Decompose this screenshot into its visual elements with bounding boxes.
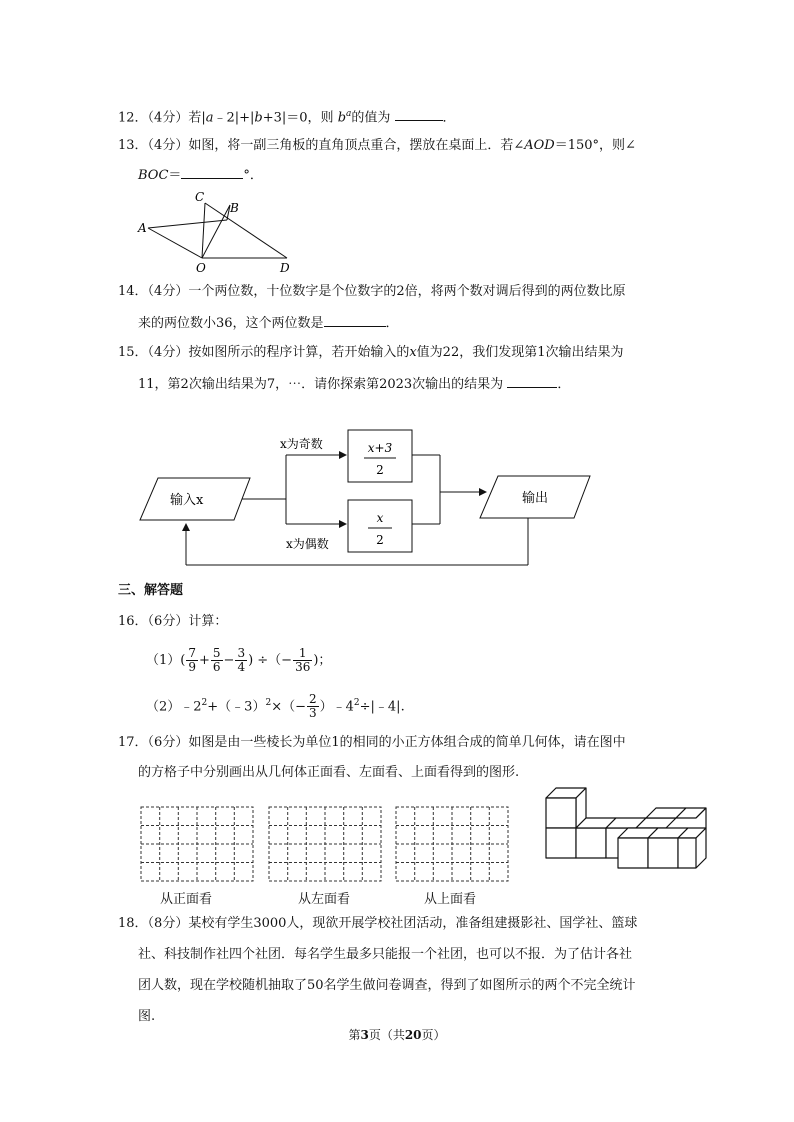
odd-branch-label: x为奇数 — [280, 437, 323, 451]
question-17-line1: 17．（6分）如图是由一些棱长为单位1的相同的小正方体组合成的简单几何体，请在图中 — [118, 735, 626, 750]
question-18-line1: 18．（8分）某校有学生3000人，现欲开展学校社团活动，准备组建摄影社、国学社、篮球 — [118, 916, 638, 931]
answer-blank[interactable] — [395, 108, 443, 121]
question-16-title: 16．（6分）计算： — [118, 614, 228, 629]
even-numerator: x — [376, 511, 384, 525]
question-17-line2: 的方格子中分别画出从几何体正面看、左面看、上面看得到的图形. — [138, 765, 520, 780]
answer-blank[interactable] — [507, 375, 557, 388]
grid-top-view[interactable] — [395, 806, 509, 882]
point-label-c: C — [195, 190, 205, 204]
answer-blank[interactable] — [324, 314, 386, 327]
page-footer: 第3页（共20页） — [348, 1028, 446, 1042]
program-flowchart — [130, 420, 670, 580]
question-13-line2: BOC＝ °． — [138, 168, 263, 183]
even-branch-label: x为偶数 — [286, 537, 329, 551]
question-16-part1: （1）( $\frac{7}{9}$ + $\frac{5}{6}$ − $\frac{3}{4}$ ) ÷（− $\frac{1}{36}$ )； — [146, 646, 332, 674]
question-14-line2: 来的两位数小36，这个两位数是 ． — [138, 316, 399, 331]
input-label: 输入x — [170, 493, 204, 508]
point-label-d: D — [280, 261, 290, 275]
grid-left-view[interactable] — [268, 806, 382, 882]
question-16-part2: $(2)﹣2^2+(﹣3)^2\times(-$ $\frac{2}{3}$ ）$﹣4^2\div|﹣4|$. — [146, 692, 405, 721]
cube-solid-diagram — [540, 784, 716, 884]
point-label-o: O — [196, 261, 206, 275]
odd-numerator: x+3 — [367, 441, 393, 455]
question-18-line2: 社、科技制作社四个社团．每名学生最多只能报一个社团，也可以不报．为了估计各社 — [138, 947, 633, 962]
question-12: 12．（4分）若|a﹣2|+|b+3|＝0，则 $b^a$的值为 ． — [118, 109, 456, 126]
odd-denominator: 2 — [376, 463, 384, 477]
point-label-b: B — [230, 201, 239, 215]
even-denominator: 2 — [376, 533, 384, 547]
question-15-line2: 11，第2次输出结果为7，⋯．请你探索第2023次输出的结果为 ． — [138, 377, 571, 392]
section-heading: 三、解答题 — [118, 583, 184, 598]
question-18-line4: 图. — [138, 1009, 156, 1024]
question-14-line1: 14．（4分）一个两位数，十位数字是个位数字的2倍，将两个数对调后得到的两位数比原 — [118, 284, 626, 299]
triangle-diagram — [132, 186, 302, 276]
grid-front-view[interactable] — [140, 806, 254, 882]
question-13-line1: 13．（4分）如图，将一副三角板的直角顶点重合，摆放在桌面上．若∠AOD＝150°，则∠ — [118, 138, 636, 153]
caption-front-view: 从正面看 — [160, 892, 213, 907]
output-label: 输出 — [521, 491, 549, 506]
caption-left-view: 从左面看 — [298, 892, 351, 907]
question-15-line1: 15．（4分）按如图所示的程序计算，若开始输入的x值为22，我们发现第1次输出结果为 — [118, 345, 624, 360]
answer-blank[interactable] — [181, 166, 243, 179]
question-18-line3: 团人数，现在学校随机抽取了50名学生做问卷调查，得到了如图所示的两个不完全统计 — [138, 978, 636, 993]
caption-top-view: 从上面看 — [424, 892, 477, 907]
point-label-a: A — [138, 221, 147, 235]
